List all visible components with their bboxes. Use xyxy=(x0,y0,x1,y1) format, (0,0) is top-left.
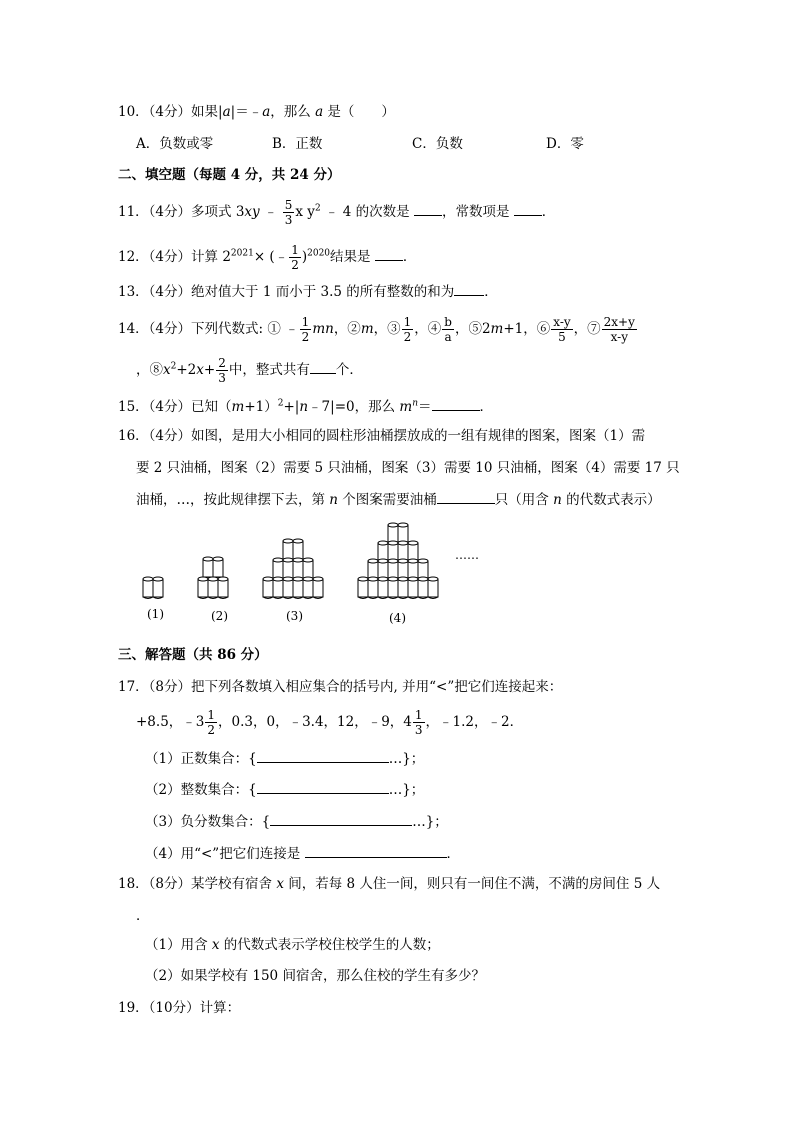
question-17-numbers: +8.5，﹣3 $\frac{1}{2}$ ，0.3，0，﹣3.4，12，﹣9，4 $\frac{1}{3}$ ，﹣1.2，﹣2． xyxy=(136,708,524,737)
question-13: 13．（4分）绝对值大于 1 而小于 3.5 的所有整数的和为 ． xyxy=(118,281,498,302)
question-text: 如果| xyxy=(191,104,223,120)
answer-blank[interactable] xyxy=(257,779,389,794)
question-number: 14．（4分） xyxy=(118,321,192,337)
question-text: ，常数项是 xyxy=(441,204,510,220)
question-text: 绝对值大于 1 而小于 3.5 的所有整数的和为 xyxy=(191,284,455,300)
section-3-heading: 三、解答题（共 86 分） xyxy=(118,647,268,663)
pattern-3 xyxy=(263,539,323,599)
q18-part-1: （1）用含 x 的代数式表示学校住校学生的人数； xyxy=(145,937,440,953)
fraction: $\frac{1}{3}$ xyxy=(414,708,423,737)
answer-blank[interactable] xyxy=(270,811,412,826)
question-number: 17．（8分） xyxy=(118,679,192,695)
question-text: 结果是 xyxy=(330,249,371,265)
fraction: $\frac{x-y}{5}$ xyxy=(553,315,571,344)
question-text: 下列代数式: ① ﹣ xyxy=(191,321,299,337)
fraction: $\frac{1}{2}$ xyxy=(207,708,216,737)
fraction: $\frac{1}{2}$ xyxy=(291,243,299,272)
fraction: $\frac{2}{3}$ xyxy=(218,356,226,385)
question-text: 计算 2 xyxy=(191,249,231,265)
figure-label-2: (2) xyxy=(211,609,228,623)
question-text: × (﹣ xyxy=(253,249,289,265)
question-18: 18．（8分）某学校有宿舍 x 间，若每 8 人住一间，则只有一间住不满，不满的房间住 5 人 xyxy=(118,876,661,892)
q10-option-a: A．负数或零 xyxy=(136,136,214,152)
barrel-figure xyxy=(135,517,615,632)
q10-option-b: B．正数 xyxy=(272,136,323,152)
question-16-line3: 油桶，…，按此规律摆下去，第 n 个图案需要油桶 只（用含 n 的代数式表示） xyxy=(136,489,661,510)
question-text: 多项式 3 xyxy=(191,204,245,220)
question-17: 17．（8分）把下列各数填入相应集合的括号内, 并用“<”把它们连接起来： xyxy=(118,679,563,695)
question-number: 11．（4分） xyxy=(118,204,192,220)
answer-blank[interactable] xyxy=(310,359,336,374)
question-text: ，那么 xyxy=(270,104,316,120)
answer-blank[interactable] xyxy=(305,843,447,858)
answer-blank[interactable] xyxy=(257,748,389,763)
q10-option-c: C．负数 xyxy=(412,136,463,152)
fraction: $\frac{1}{2}$ xyxy=(301,315,310,344)
answer-blank[interactable] xyxy=(432,396,480,411)
question-number: 15．（4分） xyxy=(118,399,192,415)
var: a xyxy=(222,104,231,120)
q10-option-d: D．零 xyxy=(546,136,584,152)
answer-blank[interactable] xyxy=(414,201,442,216)
var: xy xyxy=(244,204,260,220)
question-16-line1: 16．（4分）如图，是用大小相同的圆柱形油桶摆放成的一组有规律的图案，图案（1）需 xyxy=(118,428,646,444)
answer-blank[interactable] xyxy=(514,201,542,216)
question-11: 11．（4分）多项式 3xy ﹣ $\frac{5}{3}$ x $y^2$ ﹣ 4 的次数是 ，常数项是 ． xyxy=(118,198,556,227)
question-text: |＝﹣ xyxy=(230,104,263,120)
question-text: ． xyxy=(541,204,556,220)
question-18-line2: ． xyxy=(136,908,150,924)
question-number: 12．（4分） xyxy=(118,249,192,265)
var: a xyxy=(315,104,324,120)
section-2-heading: 二、填空题（每题 4 分，共 24 分） xyxy=(118,167,341,183)
q17-negative-fraction-set: （3）负分数集合：{ …}； xyxy=(145,811,448,832)
q17-integer-set: （2）整数集合：{ …}； xyxy=(145,779,424,800)
question-text: ﹣ xyxy=(259,204,282,220)
fraction: $\frac{2x+y}{x-y}$ xyxy=(603,315,635,344)
pattern-1 xyxy=(143,577,163,599)
question-text: 是（ ） xyxy=(323,104,395,120)
question-number: 16．（4分） xyxy=(118,428,192,444)
answer-blank[interactable] xyxy=(454,281,484,296)
fraction: $\frac{5}{3}$ xyxy=(284,198,293,227)
question-14-line2: ，$⑧x^2+2x+$ $\frac{2}{3}$ 中，整式共有 个． xyxy=(136,356,363,385)
question-number: 10．（4分） xyxy=(118,104,192,120)
q18-part-2: （2）如果学校有 150 间宿舍，那么住校的学生有多少？ xyxy=(145,968,485,984)
fraction: $\frac{1}{2}$ xyxy=(403,315,412,344)
var: a xyxy=(262,104,271,120)
pattern-4 xyxy=(358,523,438,599)
question-19: 19．（10分）计算： xyxy=(118,1000,241,1016)
figure-label-1: (1) xyxy=(147,607,164,621)
figure-label-3: (3) xyxy=(286,609,303,623)
figure-label-4: (4) xyxy=(389,611,406,625)
question-15: 15．（4分）已知$(m+1)^2+|n﹣7|=0$，那么 $m^n=$ ． xyxy=(118,396,493,417)
answer-blank[interactable] xyxy=(437,489,495,504)
question-number: 18．（8分） xyxy=(118,876,192,892)
question-10 xyxy=(118,102,395,122)
question-14: 14．（4分）下列代数式: ① ﹣ $\frac{1}{2}$ mn，②m，③ $\frac{1}{2}$ ，④ $\frac{b}{a}$ ，⑤2m+1，⑥ $\frac{x-y}{5}$ ，⑦ $\frac{2x+y}{x-y}$ xyxy=(118,315,635,344)
question-number: 13．（4分） xyxy=(118,284,192,300)
question-16-line2: 要 2 只油桶，图案（2）需要 5 只油桶，图案（3）需要 10 只油桶，图案（4）需要 17 只 xyxy=(136,460,680,476)
question-text: ﹣ 4 的次数是 xyxy=(320,204,410,220)
pattern-2 xyxy=(198,557,228,599)
question-text: x y xyxy=(295,204,315,220)
q17-ordering: （4）用“<”把它们连接是 ． xyxy=(145,843,460,864)
q17-positive-set: （1）正数集合：{ …}； xyxy=(145,748,424,769)
fraction: $\frac{b}{a}$ xyxy=(444,315,452,344)
question-12: 12．（4分）计算 $2^{2021}\times$ (﹣ $\frac{1}{2}$ )$^{2020}$结果是 ． xyxy=(118,243,417,272)
figure-ellipsis: …… xyxy=(455,548,479,562)
answer-blank[interactable] xyxy=(375,246,403,261)
question-number: 19．（10分） xyxy=(118,1000,200,1016)
